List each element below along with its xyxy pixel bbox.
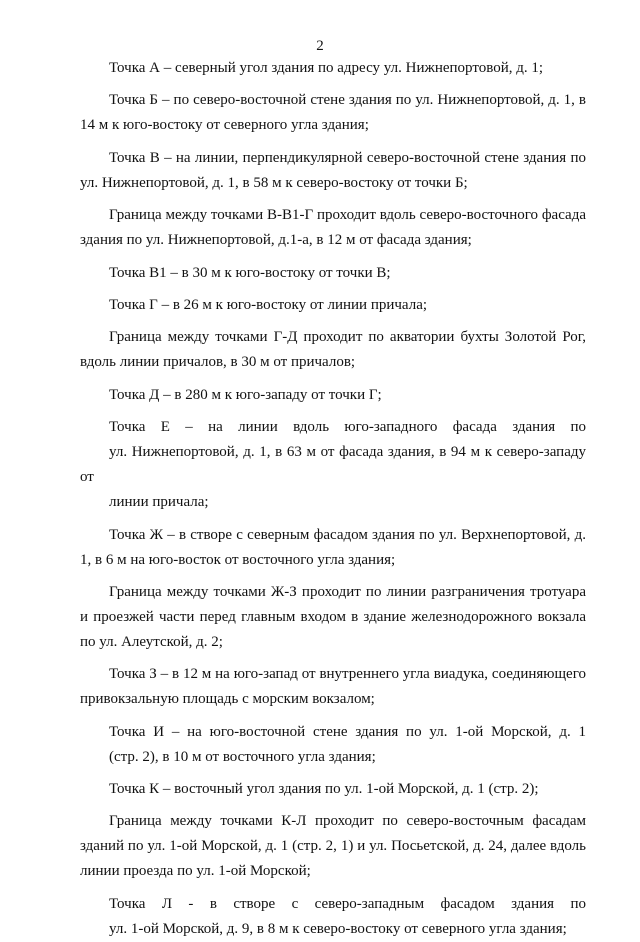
paragraph-boundary-v-v1-g: Граница между точками В-В1-Г проходит вдоль северо-восточного фасада здания по ул. Нижнепортовой, д.1-а, в 12 м от фасада здания; [80,207,586,249]
paragraph-point-z: Точка З – в 12 м на юго-запад от внутреннего угла виадука, соединяющего привокзальную площадь с морским вокзалом; [80,666,586,708]
paragraph-point-a: Точка А – северный угол здания по адресу ул. Нижнепортовой, д. 1; [109,60,544,76]
paragraph-point-l: Точка Л - в створе с северо-западным фасадом здания по ул. 1-ой Морской, д. 9, в 8 м к северо-востоку от северного угла здания; [109,895,586,937]
paragraph-point-i: Точка И – на юго-восточной стене здания по ул. 1-ой Морской, д. 1 (стр. 2), в 10 м от восточного угла здания; [109,723,586,765]
paragraph-point-e: Точка Е – на линии вдоль юго-западного фасада здания по ул. Нижнепортовой, д. 1, в 63 м от фасада здания, в 94 м к северо-западу от линии причала; [80,419,586,511]
paragraph-point-v: Точка В – на линии, перпендикулярной северо-восточной стене здания по ул. Нижнепортовой, д. 1, в 58 м к северо-востоку от точки Б; [80,149,586,191]
paragraph-point-g: Точка Г – в 26 м к юго-востоку от линии причала; [109,296,428,313]
paragraph-boundary-g-d: Граница между точками Г-Д проходит по акватории бухты Золотой Рог, вдоль линии причалов, в 30 м от причалов; [80,329,586,371]
page-number: 2 [316,38,324,54]
paragraph-boundary-zh-z: Граница между точками Ж-З проходит по линии разграничения тротуара и проезжей части перед главным входом в здание железнодорожного вокзала по ул. Алеутской, д. 2; [80,583,586,650]
paragraph-point-b: Точка Б – по северо-восточной стене здания по ул. Нижнепортовой, д. 1, в 14 м к юго-востоку от северного угла здания; [80,92,586,134]
paragraph-boundary-k-l: Граница между точками К-Л проходит по северо-восточным фасадам зданий по ул. 1-ой Морской, д. 1 (стр. 2, 1) и ул. Посьетской, д. 24, далее вдоль линии проезда по ул. 1-ой Морской; [80,813,586,880]
document-body [80,56,586,942]
paragraph-point-k: Точка К – восточный угол здания по ул. 1-ой Морской, д. 1 (стр. 2); [109,781,539,798]
paragraph-point-zh: Точка Ж – в створе с северным фасадом здания по ул. Верхнепортовой, д. 1, в 6 м на юго-восток от восточного угла здания; [80,526,586,568]
paragraph-point-d: Точка Д – в 280 м к юго-западу от точки Г; [109,386,382,403]
paragraph-point-v1: Точка В1 – в 30 м к юго-востоку от точки В; [109,264,391,281]
